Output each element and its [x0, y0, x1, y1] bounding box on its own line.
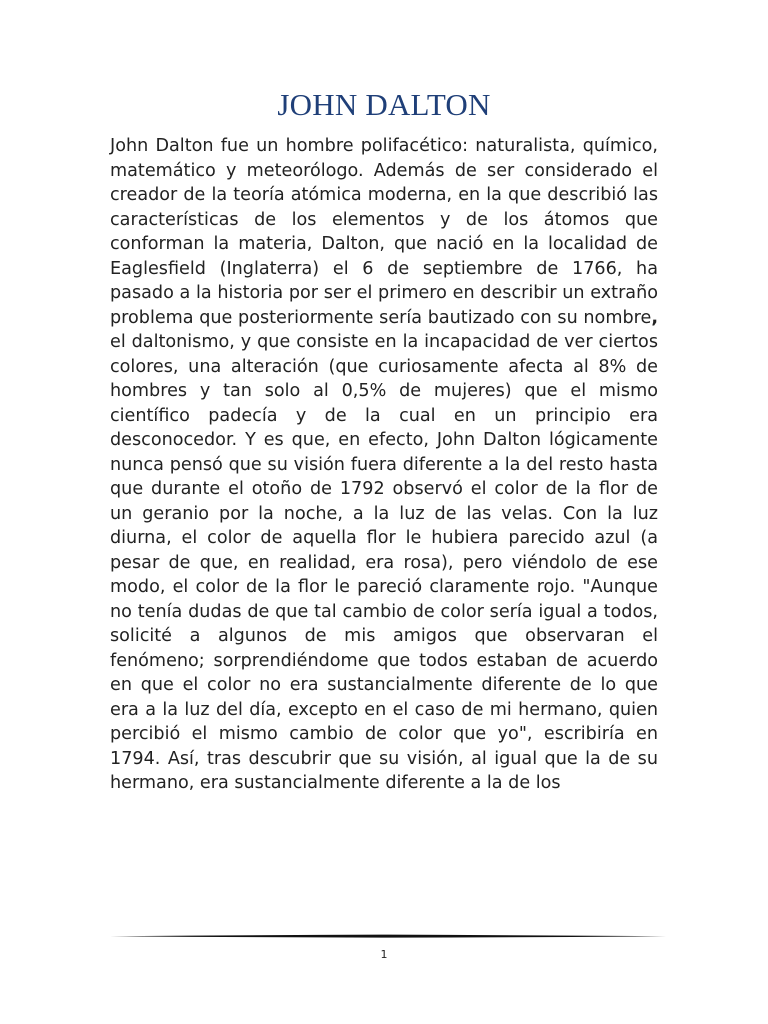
paragraph-text-part2: el daltonismo, y que consiste en la incapacidad de ver ciertos colores, una alteración (que curiosamente afecta al 8% de hombres y tan solo al 0,5% de mujeres) que el mismo científico padecía y de la cual en un principio era desconocedor. Y es que, en efecto, John Dalton lógicamente nunca pensó que su visión fuera diferente a la del resto hasta que durante el otoño de 1792 observó el color de la flor de un geranio por la noche, a la luz de las velas. Con la luz diurna, el color de aquella flor le hubiera parecido azul (a pesar de que, en realidad, era rosa), pero viéndolo de ese modo, el color de la flor le pareció claramente rojo. "Aunque no tenía dudas de que tal cambio de color sería igual a todos, solicité a algunos de mis amigos que observaran el fenómeno; sorprendiéndome que todos estaban de acuerdo en que el color no era sustancialmente diferente de lo que era a la luz del día, excepto en el caso de mi hermano, quien percibió el mismo cambio de color que yo", escribiría en 1794. Así, tras descubrir que su visión, al igual que la de su hermano, era sustancialmente diferente a la de los [110, 332, 658, 794]
page-number: 1 [380, 948, 388, 961]
footer-rule [110, 934, 666, 938]
footer-rule-stroke [110, 935, 666, 938]
body-paragraph [110, 134, 658, 796]
page-title: JOHN DALTON [277, 87, 491, 122]
paragraph-text-part1: John Dalton fue un hombre polifacético: naturalista, químico, matemático y meteorólogo. Además de ser considerado el creador de la teoría atómica moderna, en la que describió las características de los elementos y de los átomos que conforman la materia, Dalton, que nació en la localidad de Eaglesfield (Inglaterra) el 6 de septiembre de 1766, ha pasado a la historia por ser el primero en describir un extraño problema que posteriormente sería bautizado con su nombre [110, 136, 658, 328]
paragraph-bold-comma: , [651, 307, 658, 328]
